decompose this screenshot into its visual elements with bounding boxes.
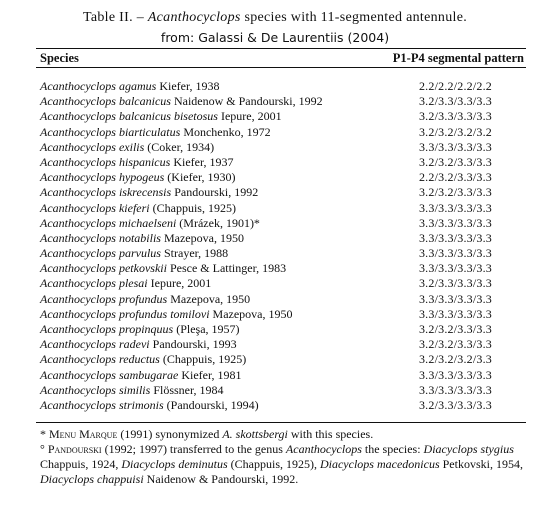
- table-row: [40, 246, 526, 261]
- species-name: Acanthocyclops exilis: [40, 139, 145, 154]
- species-name: Acanthocyclops reductus: [40, 352, 160, 367]
- segmental-pattern: 3.2/3.2/3.2/3.2: [418, 124, 492, 139]
- table-row: [40, 368, 526, 383]
- footnote-genus: Acanthocyclops: [285, 442, 362, 456]
- species-authority: (Coker, 1934): [144, 139, 215, 154]
- species-name: Acanthocyclops michaelseni: [40, 215, 177, 230]
- footnote-text: (Chappuis, 1925),: [227, 457, 320, 471]
- species-name: Acanthocyclops kieferi: [40, 200, 150, 215]
- bottom-rule: [36, 422, 526, 423]
- footnote-text: Petkovski, 1954,: [439, 457, 523, 471]
- species-authority: Iepure, 2001: [217, 109, 282, 124]
- species-name: Acanthocyclops balcanicus: [40, 94, 171, 109]
- segmental-pattern: 3.2/3.3/3.3/3.3: [418, 276, 492, 291]
- species-table-body: [40, 79, 526, 413]
- table-row: [40, 94, 526, 109]
- table-row: [40, 322, 526, 337]
- table-row: [40, 307, 526, 322]
- footnote-species: Diacyclops deminutus: [121, 457, 228, 471]
- species-name: Acanthocyclops strimonis: [40, 397, 164, 412]
- species-name: Acanthocyclops propinquus: [40, 322, 174, 336]
- footnote-species: A. skottsbergi: [222, 427, 288, 441]
- table-row: [40, 155, 526, 170]
- species-authority: (Mrázek, 1901)*: [176, 215, 260, 230]
- segmental-pattern: 3.3/3.3/3.3/3.3: [418, 139, 492, 154]
- column-header-pattern: P1-P4 segmental pattern: [392, 51, 524, 65]
- species-authority: (Pandourski, 1994): [163, 397, 259, 412]
- species-name: Acanthocyclops hispanicus: [40, 154, 171, 169]
- species-name: Acanthocyclops notabilis: [40, 230, 161, 245]
- table-row: [40, 231, 526, 246]
- segmental-pattern: 3.2/3.2/3.3/3.3: [418, 154, 492, 169]
- species-authority: (Kiefer, 1930): [164, 170, 236, 185]
- footnote-species: Diacyclops macedonicus: [319, 457, 440, 471]
- table-row: [40, 276, 526, 291]
- species-authority: (Pleşa, 1957): [173, 322, 240, 336]
- table-row: [40, 352, 526, 367]
- segmental-pattern: 3.3/3.3/3.3/3.3: [418, 200, 492, 215]
- table-row: [40, 170, 526, 185]
- segmental-pattern: 2.2/3.2/3.3/3.3: [418, 170, 492, 185]
- species-authority: Kiefer, 1981: [178, 367, 242, 382]
- segmental-pattern: 3.2/3.3/3.3/3.3: [418, 109, 492, 124]
- table-row: [40, 109, 526, 124]
- footnote-species: Diacyclops chappuisi: [40, 472, 144, 486]
- footnote-text: (1992; 1997) transferred to the genus: [101, 442, 286, 456]
- footnote-text: Chappuis, 1924,: [40, 457, 122, 471]
- top-rule: [36, 48, 526, 49]
- table-row: [40, 261, 526, 276]
- table-row: [40, 383, 526, 398]
- footnote-1: [40, 427, 530, 442]
- species-authority: Kiefer, 1938: [156, 79, 220, 93]
- table-row: [40, 337, 526, 352]
- segmental-pattern: 3.3/3.3/3.3/3.3: [418, 306, 492, 321]
- species-authority: Mazepova, 1950: [167, 291, 251, 306]
- footnote-text: the species:: [361, 442, 424, 456]
- species-name: Acanthocyclops biarticulatus: [40, 124, 181, 139]
- table-row: [40, 125, 526, 140]
- table-subtitle: from: Galassi & De Laurentiis (2004): [160, 30, 390, 45]
- header-rule: [36, 67, 526, 68]
- species-name: Acanthocyclops agamus: [40, 79, 157, 93]
- species-name: Acanthocyclops hypogeus: [40, 170, 165, 185]
- species-authority: Strayer, 1988: [160, 246, 229, 261]
- segmental-pattern: 3.2/3.3/3.3/3.3: [418, 397, 492, 412]
- species-name: Acanthocyclops similis: [40, 382, 151, 397]
- segmental-pattern: 3.2/3.2/3.3/3.3: [418, 322, 492, 336]
- species-name: Acanthocyclops profundus tomilovi: [40, 306, 210, 321]
- segmental-pattern: 3.2/3.2/3.2/3.3: [418, 352, 492, 367]
- species-name: Acanthocyclops profundus: [40, 291, 168, 306]
- column-header-species: Species: [40, 51, 79, 65]
- footnote-text: Naidenow & Pandourski, 1992.: [143, 472, 299, 486]
- species-authority: Monchenko, 1972: [180, 124, 271, 139]
- segmental-pattern: 3.2/3.3/3.3/3.3: [418, 94, 492, 109]
- table-row: [40, 216, 526, 231]
- species-authority: Kiefer, 1937: [170, 154, 234, 169]
- footnote-author: Menu Marque: [49, 427, 118, 441]
- species-name: Acanthocyclops radevi: [40, 337, 150, 352]
- species-authority: Mazepova, 1950: [209, 306, 293, 321]
- species-name: Acanthocyclops petkovskii: [40, 261, 167, 276]
- footnote-mark: °: [40, 442, 48, 456]
- segmental-pattern: 3.3/3.3/3.3/3.3: [418, 367, 492, 382]
- table-row: [40, 79, 526, 94]
- footnote-author: Pandourski: [47, 442, 102, 456]
- segmental-pattern: 3.2/3.2/3.3/3.3: [418, 337, 492, 352]
- table-row: [40, 398, 526, 413]
- species-authority: Pesce & Lattinger, 1983: [166, 261, 287, 276]
- segmental-pattern: 3.3/3.3/3.3/3.3: [418, 246, 492, 261]
- table-row: [40, 140, 526, 155]
- table-title: [0, 10, 550, 26]
- species-name: Acanthocyclops balcanicus bisetosus: [40, 109, 218, 124]
- segmental-pattern: 3.3/3.3/3.3/3.3: [418, 230, 492, 245]
- species-name: Acanthocyclops parvulus: [40, 246, 161, 261]
- species-authority: (Chappuis, 1925): [149, 200, 236, 215]
- table-row: [40, 185, 526, 200]
- species-authority: Mazepova, 1950: [160, 230, 244, 245]
- title-genus: Acanthocyclops: [147, 10, 241, 25]
- footnote-text: (1991) synonymized: [117, 427, 223, 441]
- segmental-pattern: 3.3/3.3/3.3/3.3: [418, 261, 492, 276]
- segmental-pattern: 2.2/2.2/2.2/2.2: [418, 79, 492, 93]
- footnote-text: with this species.: [287, 427, 374, 441]
- species-authority: (Chappuis, 1925): [159, 352, 247, 367]
- species-name: Acanthocyclops plesai: [40, 276, 148, 291]
- segmental-pattern: 3.2/3.2/3.3/3.3: [418, 185, 492, 200]
- footnote-species: Diacyclops stygius: [423, 442, 514, 456]
- title-prefix: Table II. –: [82, 10, 148, 25]
- species-authority: Pandourski, 1992: [171, 185, 259, 200]
- species-name: Acanthocyclops iskrecensis: [40, 185, 172, 200]
- title-suffix: species with 11-segmented antennule.: [240, 10, 468, 25]
- footnote-2: [40, 442, 530, 487]
- species-authority: Pandourski, 1993: [149, 337, 237, 352]
- segmental-pattern: 3.3/3.3/3.3/3.3: [418, 382, 492, 397]
- species-name: Acanthocyclops sambugarae: [40, 367, 179, 382]
- table-row: [40, 292, 526, 307]
- table-row: [40, 201, 526, 216]
- species-authority: Flössner, 1984: [150, 382, 224, 397]
- species-authority: Iepure, 2001: [147, 276, 212, 291]
- species-authority: Naidenow & Pandourski, 1992: [170, 94, 323, 109]
- footnote-mark: *: [40, 427, 49, 441]
- segmental-pattern: 3.3/3.3/3.3/3.3: [418, 291, 492, 306]
- segmental-pattern: 3.3/3.3/3.3/3.3: [418, 215, 492, 230]
